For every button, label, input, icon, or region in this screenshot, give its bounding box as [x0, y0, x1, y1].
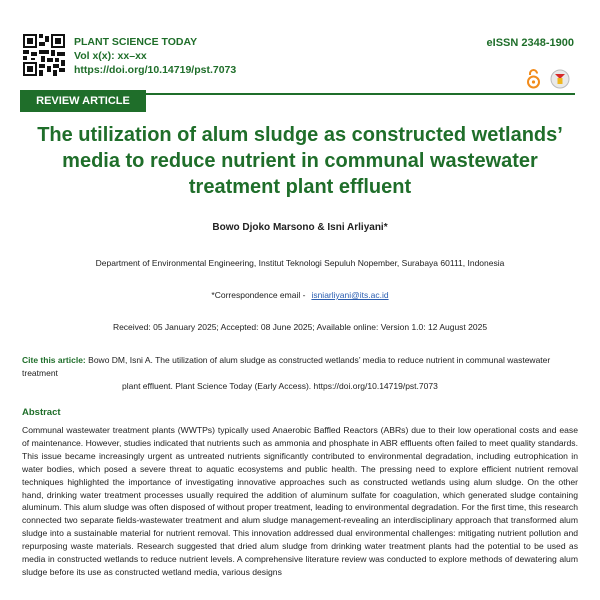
citation-label: Cite this article: [22, 355, 86, 365]
open-access-icon[interactable] [528, 70, 539, 88]
crossmark-icon[interactable] [551, 70, 569, 88]
journal-info [74, 35, 236, 77]
eissn: eISSN 2348-1900 [486, 37, 574, 49]
abstract-text: Communal wastewater treatment plants (WWTPs) typically used Anaerobic Baffled Reactors (ABRs) due to their low operational costs and ease of maintenance. However, studies indicated that nutrients such as ammonia and phosphate in ABR effluents often failed to meet quality standards. This issue became increasingly urgent as untreated nutrients significantly contributed to environmental degradation, including eutrophication in water bodies, which posed a severe threat to aquatic ecosystems and public health. The pressing need to explore efficient nutrient removal techniques highlighted the importance of investigating innovative approaches such as constructed wetlands using alum sludge. On the other hand, drinking water treatment processes usually required the addition of aluminum sulfate for coagulation, which generated sludge containing aluminum. This alum sludge was often disposed of without proper treatment, leading to environmental degradation. For the first time, this research connected two separate fields-wastewater treatment and alum sludge management-revealing an interdisciplinary approach that transformed alum sludge into a sustainable material for nutrient removal. This innovation addressed dual environmental challenges: mitigating nutrient pollution and repurposing waste materials. Research suggested that dried alum sludge from drinking water treatment plants had the potential to be used as media in constructed wetlands to reduce nutrient levels. A comprehensive literature review was conducted to explore methods of dewatering alum sludge before its use as constructed wetland media, various designs [22, 425, 578, 577]
abstract-heading: Abstract [22, 407, 61, 418]
correspondence-email[interactable]: isniarliyani@its.ac.id [311, 290, 389, 300]
correspondence-label: *Correspondence email - [211, 290, 306, 300]
authors: Bowo Djoko Marsono & Isni Arliyani* [212, 222, 388, 233]
header-icons [524, 68, 572, 90]
article-title: The utilization of alum sludge as constructed wetlands’ media to reduce nutrient in communal wastewater treatment plant effluent [37, 124, 563, 198]
article-type-badge: REVIEW ARTICLE [20, 90, 146, 112]
qr-code-icon [23, 34, 65, 76]
journal-volume: Vol x(x): xx–xx [74, 50, 147, 62]
affiliation: Department of Environmental Engineering, Institut Teknologi Sepuluh Nopember, Surabaya 60111, Indonesia [95, 258, 505, 268]
doi-link[interactable]: https://doi.org/10.14719/pst.7073 [74, 64, 237, 76]
citation-text-line2: plant effluent. Plant Science Today (Early Access). https://doi.org/10.14719/pst.7073 [122, 381, 438, 391]
journal-name: PLANT SCIENCE TODAY [74, 36, 198, 48]
correspondence [0, 290, 600, 300]
article-dates: Received: 05 January 2025; Accepted: 08 June 2025; Available online: Version 1.0: 12 August 2025 [112, 322, 488, 332]
citation-text-line1: Bowo DM, Isni A. The utilization of alum sludge as constructed wetlands’ media to reduce nutrient in communal wastewater treatment [22, 355, 551, 378]
citation [22, 354, 578, 393]
